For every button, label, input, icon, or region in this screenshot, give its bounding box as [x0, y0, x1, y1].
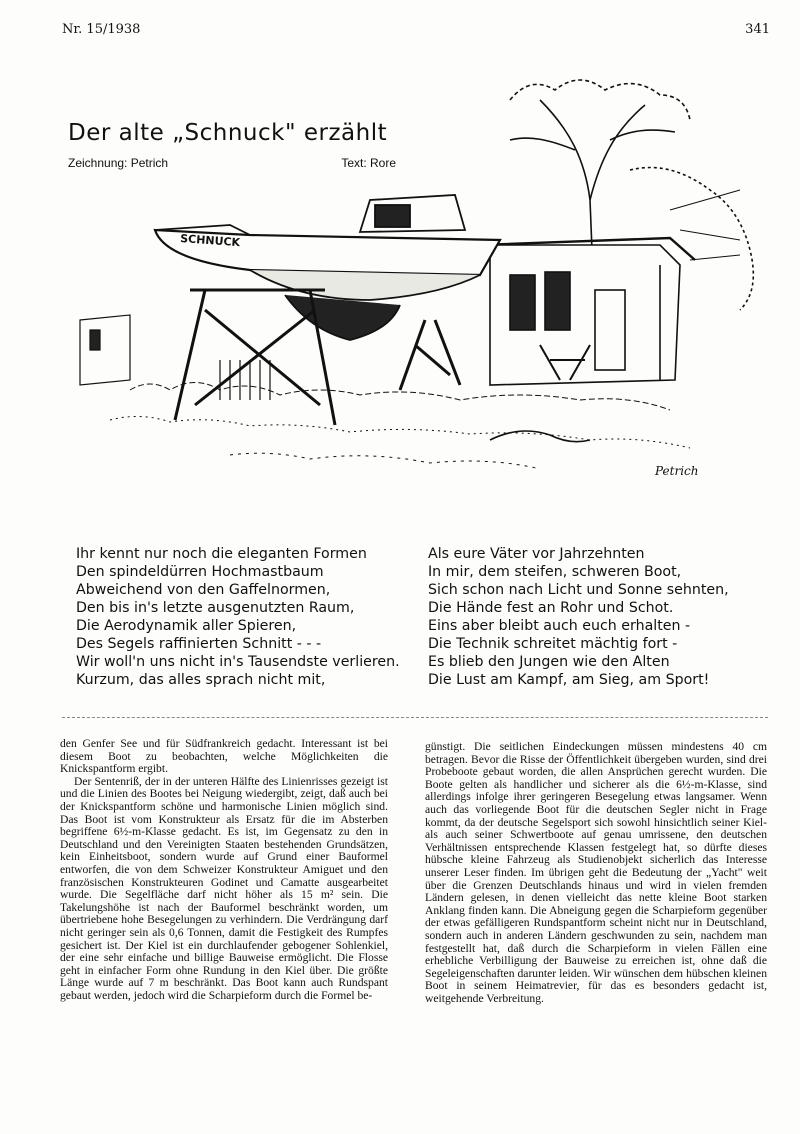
body-paragraph: günstigt. Die seitlichen Eindeckungen müssen mindestens 40 cm betragen. Bevor die Risse der Öffentlichkeit übergeben wurden, sind drei Probeboote gebaut worden, die allen Ansprüchen gerecht wurden. Die Boote gelten als handlicher und sicherer als die 6½-m-Klasse, sind allerdings infolge ihrer geringeren Besegelung etwas langsamer. Wenn auch das vorliegende Boot für die deutschen Segler nicht in Frage kommt, da der deutsche Segelsport sich sowohl hinsichtlich seiner Kiel- als auch seiner Schwertboote auf genau umrissene, den deutschen Verhältnissen entsprechende Klassen festgelegt hat, so dürfte dieses hübsche kleine Fahrzeug als Studienobjekt sicherlich das Interesse unserer Leser finden. Im übrigen geht die Bedeutung der „Yacht" weit über die Grenzen Deutschlands hinaus und wird in vielen fremden Ländern gelesen, in denen vielleicht das nette kleine Boot starken Anklang finden kann. Die Abneigung gegen die Scharpieform gegenüber der etwas gefälligeren Rundspantform scheint nicht nur in Deutschland, sondern auch in anderen Ländern geschwunden zu sein, nachdem man festgestellt hat, daß durch die Scharpieform in vielen Fällen eine erhebliche Verbilligung der Bauweise zu erreichen ist, ohne daß die Segeleigenschaften darunter leiden. Wir wünschen dem hübschen kleinen Boot in seinem Heimatrevier, für das es besonders gedacht ist, weitgehende Verbreitung.: [425, 740, 767, 1005]
poem-line: Den bis in's letzte ausgenutzten Raum,: [76, 600, 355, 616]
body-paragraph: Der Sentenriß, der in der unteren Hälfte des Linienrisses gezeigt ist und die Linien des Bootes bei Neigung wiedergibt, zeigt, daß auch bei der Knickspantform schöne und harmonische Linien möglich sind. Das Boot ist vom Konstrukteur als Ersatz für die im Absterben begriffene 6½-m-Klasse gedacht. Es ist, im Gegensatz zu den in Deutschland und den Vereinigten Staaten bestehenden Grundsätzen, kein Einheitsboot, sondern wurde auf Grund einer Bauformel entworfen, die von dem Schweizer Konstrukteur Amiguet und den französischen Konstrukteuren Godinet und Camatte ausgearbeitet wurde. Die Segelfläche darf nicht höher als 15 m² sein. Die Takelungshöhe ist nach der Bauformel beschränkt worden, um übertriebene hohe Besegelungen zu verhindern. Die Verdrängung darf nicht geringer sein als 0,6 Tonnen, damit die Festigkeit des Rumpfes gesichert ist. Der Kiel ist ein durchlaufender gebogener Sohlenkiel, der eine sehr einfache und billige Bauweise ermöglicht. Die Flosse geht in einfacher Form ohne Rundung in den Kiel über. Die größte Länge wurde auf 7 m beschränkt. Das Boot kann auch Rundspant gebaut werden, jedoch wird die Scharpieform durch die Formel be-: [60, 774, 388, 1002]
body-column-left: [60, 738, 388, 1002]
page-number: 341: [745, 22, 770, 37]
shed-drawing: [480, 238, 695, 385]
poem-line: Es blieb den Jungen wie den Alten: [428, 654, 670, 670]
poem-line: Die Aerodynamik aller Spieren,: [76, 618, 297, 634]
poem-line: Die Lust am Kampf, am Sieg, am Sport!: [428, 672, 710, 688]
drawing-credit: Zeichnung: Petrich: [68, 156, 169, 170]
issue-number: Nr. 15/1938: [62, 22, 141, 37]
poem-line: Sich schon nach Licht und Sonne sehnten,: [428, 582, 729, 598]
article-credits: [68, 156, 396, 170]
boat-drawing: [155, 195, 500, 340]
poem-line: Die Hände fest an Rohr und Schot.: [428, 600, 674, 616]
body-column-right: [425, 741, 767, 1005]
body-paragraph: den Genfer See und für Südfrankreich gedacht. Interessant ist bei diesem Boot zu beobachten, welche Möglichkeiten die Knickspantform ergibt.: [60, 737, 388, 776]
poem-left-stanza: [76, 545, 406, 689]
poem-right-stanza: [428, 545, 728, 689]
section-divider: [62, 717, 768, 718]
boat-name-label: SCHNUCK: [179, 232, 241, 250]
poem-line: Eins aber bleibt auch euch erhalten -: [428, 618, 691, 634]
poem-line: Abweichend von den Gaffelnormen,: [76, 582, 331, 598]
poem-line: Den spindeldürren Hochmastbaum: [76, 564, 324, 580]
poem-line: Ihr kennt nur noch die eleganten Formen: [76, 546, 367, 562]
poem-line: Die Technik schreitet mächtig fort -: [428, 636, 678, 652]
text-credit: Text: Rore: [341, 156, 396, 170]
article-title: Der alte „Schnuck" erzählt: [68, 120, 388, 146]
poem-line: Kurzum, das alles sprach nicht mit,: [76, 672, 326, 688]
poem-line: In mir, dem steifen, schweren Boot,: [428, 564, 682, 580]
poem-line: Des Segels raffinierten Schnitt - - -: [76, 636, 322, 652]
artist-signature: Petrich: [655, 464, 699, 478]
grass-drawing: [110, 383, 690, 470]
poem-line: Als eure Väter vor Jahrzehnten: [428, 546, 645, 562]
poem-line: Wir woll'n uns nicht in's Tausendste verlieren.: [76, 654, 400, 670]
